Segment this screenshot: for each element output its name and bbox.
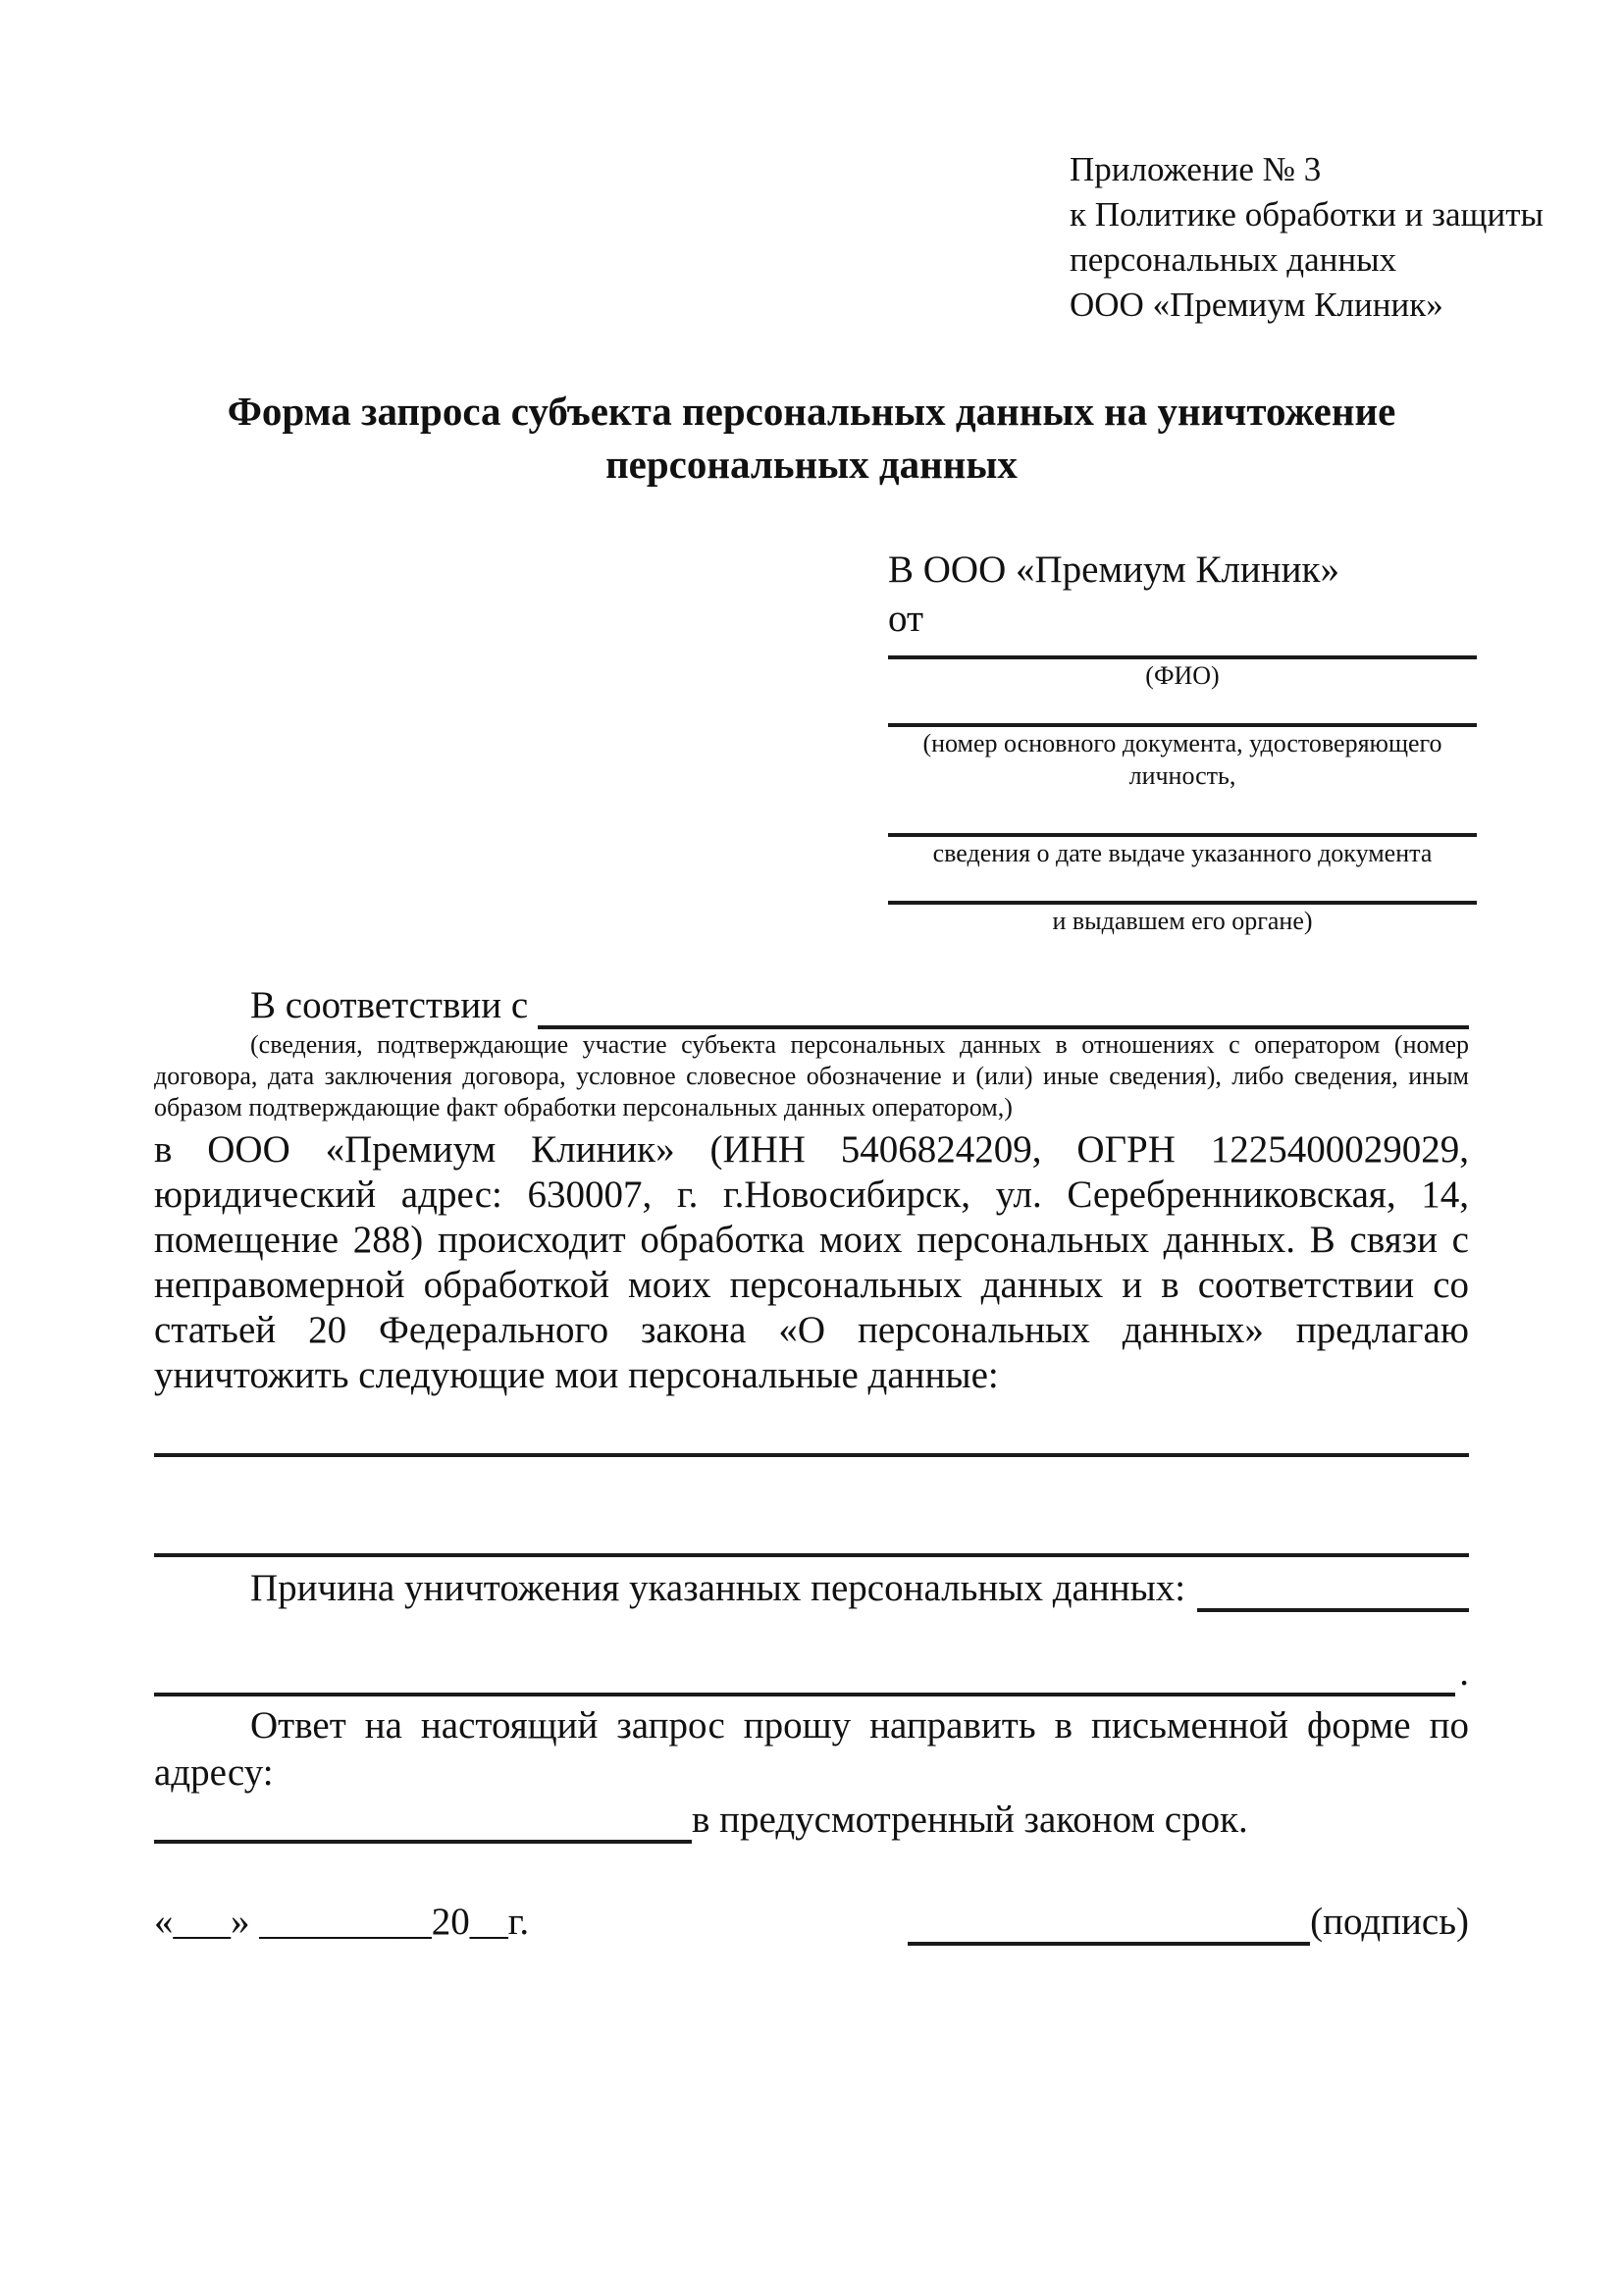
address-fill-line [154,1800,692,1844]
reason-fill-line [1197,1569,1469,1612]
issuing-authority-field-label: и выдавшем его органе) [1052,907,1313,935]
trailing-period: . [1459,1651,1469,1694]
appendix-line: персональных данных [1070,240,1397,279]
blank-fill-line-2 [154,1514,1469,1557]
fio-field-label: (ФИО) [1145,661,1220,690]
signature-label: (подпись) [1310,1901,1469,1943]
accordance-text: В соответствии с [250,984,529,1026]
accordance-line [154,982,1469,1029]
accordance-fill-line [538,986,1469,1029]
doc-number-field-label: (номер основного документа, удостоверяющего личность, [922,729,1442,790]
appendix-block [1070,147,1544,328]
reason-label: Причина уничтожения указанных персональных данных: [250,1567,1186,1609]
appendix-line: Приложение № 3 [1070,150,1322,188]
reason-continuation-rule [154,1653,1455,1696]
issue-date-field-label: сведения о дате выдаче указанного документа [932,839,1433,867]
blank-fill-line-2-rule [154,1514,1469,1557]
answer-line: Ответ на настоящий запрос прошу направить в письменной форме по адресу: [154,1704,1469,1794]
date-blank: «___» _________20__г. [154,1901,530,1943]
blank-fill-line-1-rule [154,1414,1469,1457]
address-line [154,1797,1469,1844]
document-title: Форма запроса субъекта персональных данных на уничтожение персональных данных [227,389,1396,487]
reason-line [154,1565,1469,1612]
addressee-block [888,546,1477,937]
signature-fill-line [908,1903,1310,1946]
appendix-line: к Политике обработки и защиты [1070,195,1544,234]
main-paragraph: в ООО «Премиум Клиник» (ИНН 5406824209, ОГРН 1225400029029, юридический адрес: 630007, г. г.Новосибирск, ул. Серебренниковская, 14, помещение 288) происходит обработка моих персональных данных. В связи с неправомерной обработкой моих персональных данных и в соответствии со статьей 20 Федерального закона «О персональных данных» предлагаю уничтожить следующие мои персональные данные: [154,1128,1469,1396]
accordance-note: (сведения, подтверждающие участие субъекта персональных данных в отношениях с оператором (номер договора, дата заключения договора, условное словесное обозначение и (или) иные сведения), либо сведения, иным образом подтверждающие факт обработки персональных данных оператором,) [154,1030,1469,1122]
appendix-line: ООО «Премиум Клиник» [1070,286,1443,324]
reason-continuation-line [154,1649,1469,1696]
addressee-from: от [888,598,924,640]
signature-block [908,1899,1469,1946]
addressee-to: В ООО «Премиум Клиник» [888,548,1339,591]
date-signature-row [154,1899,1469,1946]
blank-fill-line-1 [154,1414,1469,1457]
term-text: в предусмотренный законом срок. [692,1799,1248,1841]
